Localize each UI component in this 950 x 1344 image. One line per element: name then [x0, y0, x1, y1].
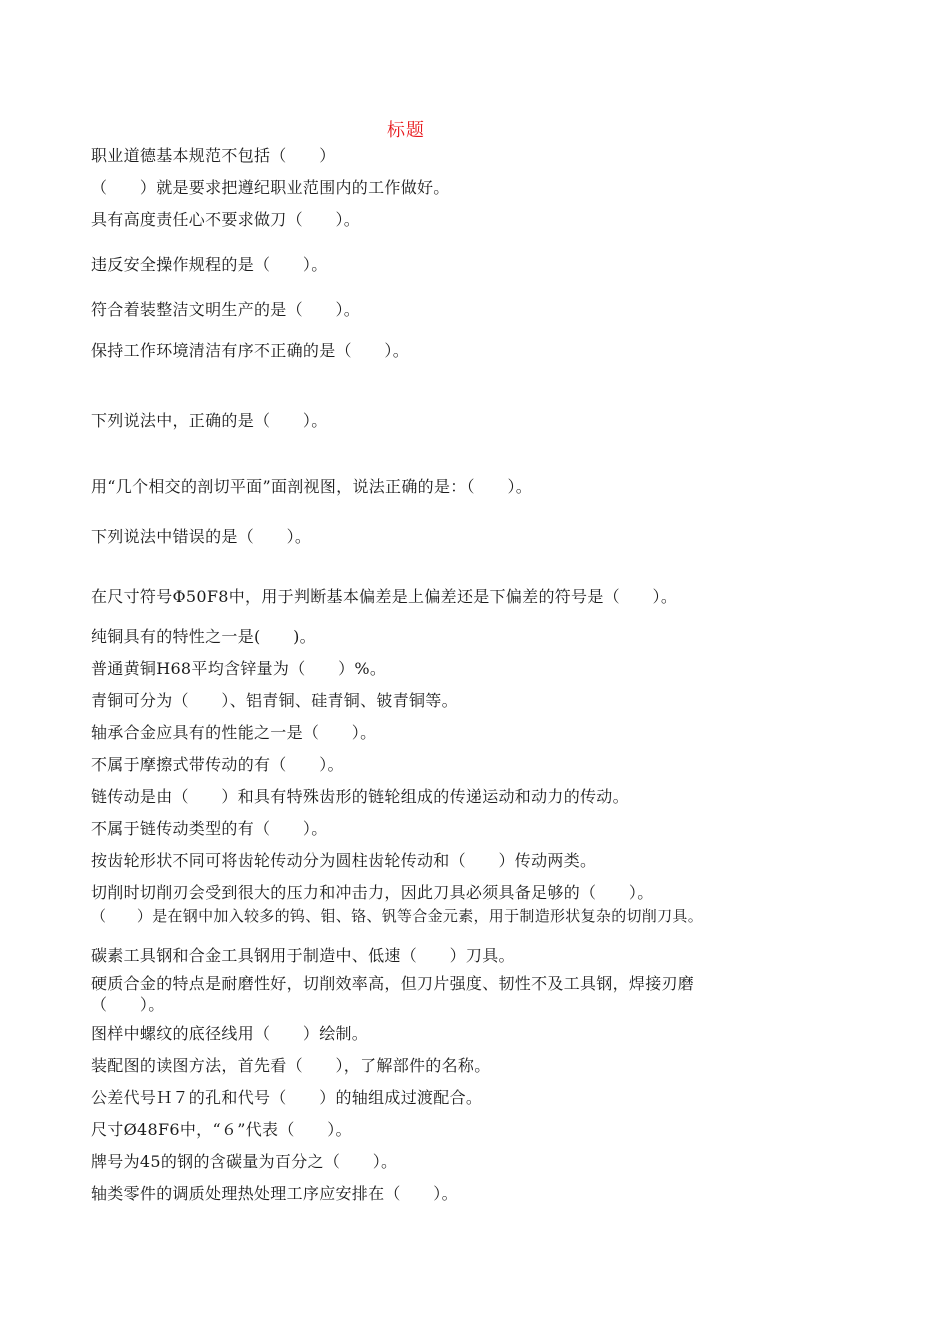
question-item: 轴承合金应具有的性能之一是（ ）。 [91, 723, 377, 742]
question-item: 在尺寸符号Φ50F8中，用于判断基本偏差是上偏差还是下偏差的符号是（ ）。 [91, 587, 678, 606]
question-item: 具有高度责任心不要求做刀（ ）。 [91, 210, 361, 229]
question-item: 不属于链传动类型的有（ ）。 [91, 819, 328, 838]
question-item: 链传动是由（ ）和具有特殊齿形的链轮组成的传递运动和动力的传动。 [91, 787, 629, 806]
question-item: 违反安全操作规程的是（ ）。 [91, 255, 328, 274]
question-item: 按齿轮形状不同可将齿轮传动分为圆柱齿轮传动和（ ）传动两类。 [91, 851, 597, 870]
question-item: 轴类零件的调质处理热处理工序应安排在（ ）。 [91, 1184, 458, 1203]
question-item: 牌号为45的钢的含碳量为百分之（ ）。 [91, 1152, 398, 1171]
question-item: 用“几个相交的剖切平面”面剖视图，说法正确的是：（ ）。 [91, 477, 533, 496]
question-item: 青铜可分为（ ）、铝青铜、硅青铜、铍青铜等。 [91, 691, 458, 710]
document-title: 标题 [387, 120, 425, 141]
question-item: 下列说法中，正确的是（ ）。 [91, 411, 328, 430]
question-item: 普通黄铜H68平均含锌量为（ ）%。 [91, 659, 387, 678]
question-item: 符合着装整洁文明生产的是（ ）。 [91, 300, 361, 319]
question-item: 硬质合金的特点是耐磨性好，切削效率高，但刀片强度、韧性不及工具钢，焊接刃磨（ ）。 [91, 974, 695, 1014]
question-item: 职业道德基本规范不包括（ ） [91, 146, 336, 165]
question-item: 图样中螺纹的底径线用（ ）绘制。 [91, 1024, 369, 1043]
question-item: 尺寸Ø48F6中，“６”代表（ ）。 [91, 1120, 352, 1139]
question-item: 装配图的读图方法，首先看（ ），了解部件的名称。 [91, 1056, 491, 1075]
question-item: 保持工作环境清洁有序不正确的是（ ）。 [91, 341, 410, 360]
question-item: 公差代号Ｈ７的孔和代号（ ）的轴组成过渡配合。 [91, 1088, 483, 1107]
question-item: （ ）就是要求把遵纪职业范围内的工作做好。 [91, 178, 450, 197]
question-item: （ ）是在钢中加入较多的钨、钼、铬、钒等合金元素，用于制造形状复杂的切削刀具。 [91, 907, 704, 925]
question-item: 切削时切削刃会受到很大的压力和冲击力，因此刀具必须具备足够的（ ）。 [91, 883, 654, 902]
question-item: 不属于摩擦式带传动的有（ ）。 [91, 755, 344, 774]
question-item: 纯铜具有的特性之一是( )。 [91, 627, 316, 646]
question-item: 碳素工具钢和合金工具钢用于制造中、低速（ ）刀具。 [91, 946, 515, 965]
question-item: 下列说法中错误的是（ ）。 [91, 527, 312, 546]
